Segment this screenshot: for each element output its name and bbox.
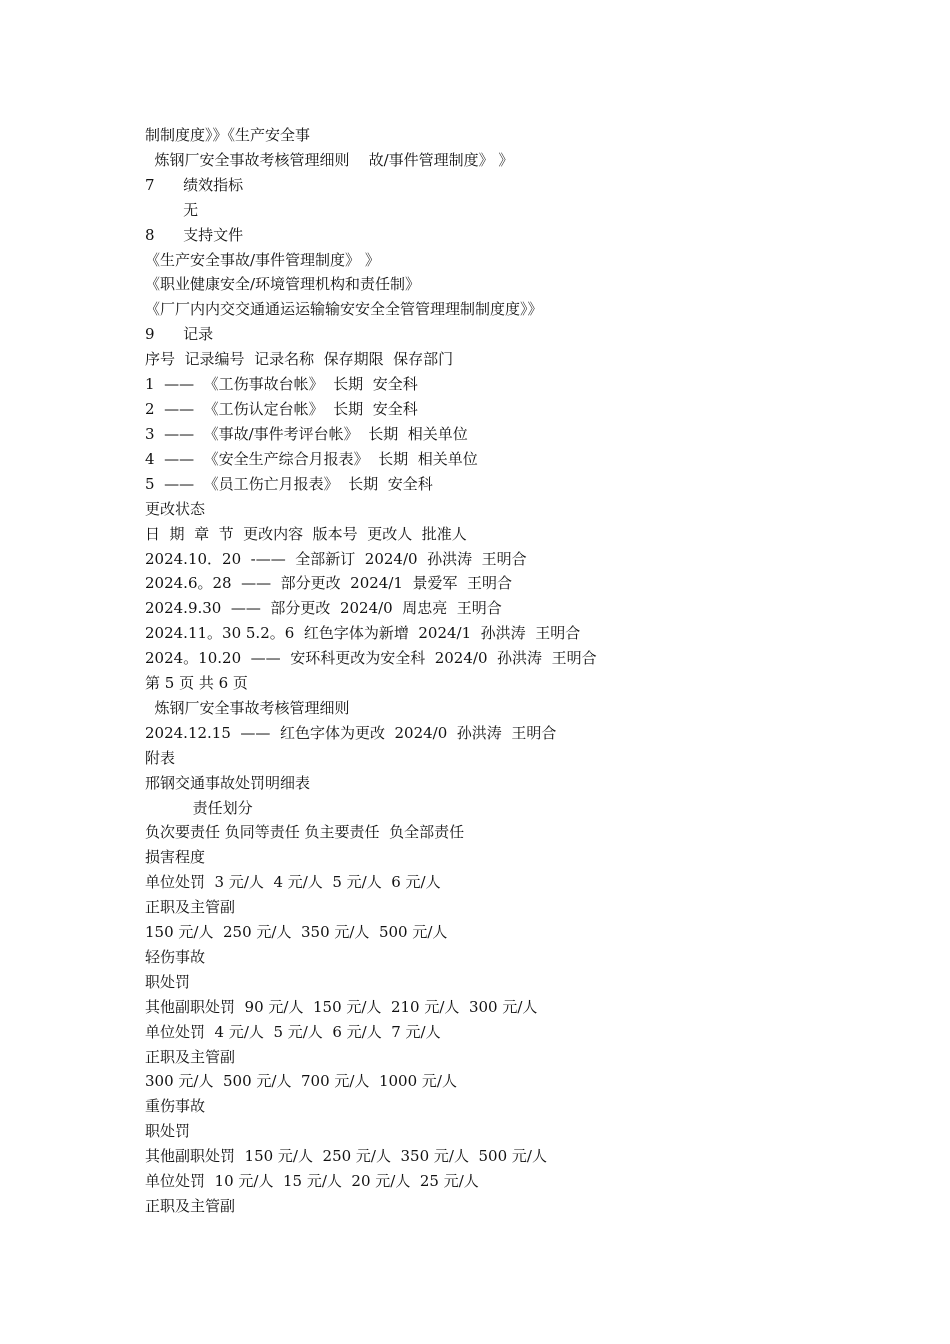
table-row: 2024.6。28 —— 部分更改 2024/1 景爱军 王明合 (145, 574, 513, 592)
section-heading: 7 绩效指标 (145, 176, 244, 194)
table-row: 单位处罚 4 元/人 5 元/人 6 元/人 7 元/人 (145, 1023, 441, 1041)
table-row: 2024.9.30 —— 部分更改 2024/0 周忠亮 王明合 (145, 599, 502, 617)
text-line: 轻伤事故 (145, 948, 206, 966)
text-line: 附表 (145, 749, 176, 767)
table-row: 1 —— 《工伤事故台帐》 长期 安全科 (145, 375, 418, 393)
text-line: 正职及主管副 (145, 898, 236, 916)
table-row: 单位处罚 10 元/人 15 元/人 20 元/人 25 元/人 (145, 1172, 479, 1190)
table-header: 负次要责任 负同等责任 负主要责任 负全部责任 (145, 823, 465, 841)
page-number: 第 5 页 共 6 页 (145, 674, 248, 692)
text-line: 损害程度 (145, 848, 206, 866)
text-line: 炼钢厂安全事故考核管理细则 (145, 699, 350, 717)
table-row: 2024.12.15 —— 红色字体为更改 2024/0 孙洪涛 王明合 (145, 724, 557, 742)
table-row: 3 —— 《事故/事件考评台帐》 长期 相关单位 (145, 425, 468, 443)
text-line: 职处罚 (145, 1122, 191, 1140)
table-row: 5 —— 《员工伤亡月报表》 长期 安全科 (145, 475, 433, 493)
text-line: 炼钢厂安全事故考核管理细则 故/事件管理制度》 》 (145, 151, 514, 169)
table-header: 序号 记录编号 记录名称 保存期限 保存部门 (145, 350, 454, 368)
table-row: 其他副职处罚 150 元/人 250 元/人 350 元/人 500 元/人 (145, 1147, 547, 1165)
text-line: 无 (145, 201, 199, 219)
text-line: 正职及主管副 (145, 1197, 236, 1215)
text-line: 正职及主管副 (145, 1048, 236, 1066)
table-row: 单位处罚 3 元/人 4 元/人 5 元/人 6 元/人 (145, 873, 441, 891)
text-line: 更改状态 (145, 500, 206, 518)
text-line: 《职业健康安全/环境管理机构和责任制》 (145, 275, 421, 293)
text-line: 职处罚 (145, 973, 191, 991)
table-row: 300 元/人 500 元/人 700 元/人 1000 元/人 (145, 1072, 457, 1090)
table-row: 2024。10.20 —— 安环科更改为安全科 2024/0 孙洪涛 王明合 (145, 649, 597, 667)
text-line: 邢钢交通事故处罚明细表 (145, 774, 311, 792)
table-row: 2024.11。30 5.2。6 红色字体为新增 2024/1 孙洪涛 王明合 (145, 624, 581, 642)
table-row: 4 —— 《安全生产综合月报表》 长期 相关单位 (145, 450, 478, 468)
text-line: 制制度度》》《生产安全事 (145, 126, 311, 144)
section-heading: 8 支持文件 (145, 226, 244, 244)
table-row: 其他副职处罚 90 元/人 150 元/人 210 元/人 300 元/人 (145, 998, 538, 1016)
text-line: 《生产安全事故/事件管理制度》 》 (145, 251, 380, 269)
text-line: 责任划分 (145, 799, 253, 817)
text-line: 《厂厂内内交交通通运运输输安安全全管管理理制制度度》》 (145, 300, 543, 318)
table-row: 2024.10．20 -—— 全部新订 2024/0 孙洪涛 王明合 (145, 550, 527, 568)
table-row: 2 —— 《工伤认定台帐》 长期 安全科 (145, 400, 418, 418)
table-header: 日 期 章 节 更改内容 版本号 更改人 批准人 (145, 525, 467, 543)
text-line: 重伤事故 (145, 1097, 206, 1115)
section-heading: 9 记录 (145, 325, 214, 343)
table-row: 150 元/人 250 元/人 350 元/人 500 元/人 (145, 923, 448, 941)
